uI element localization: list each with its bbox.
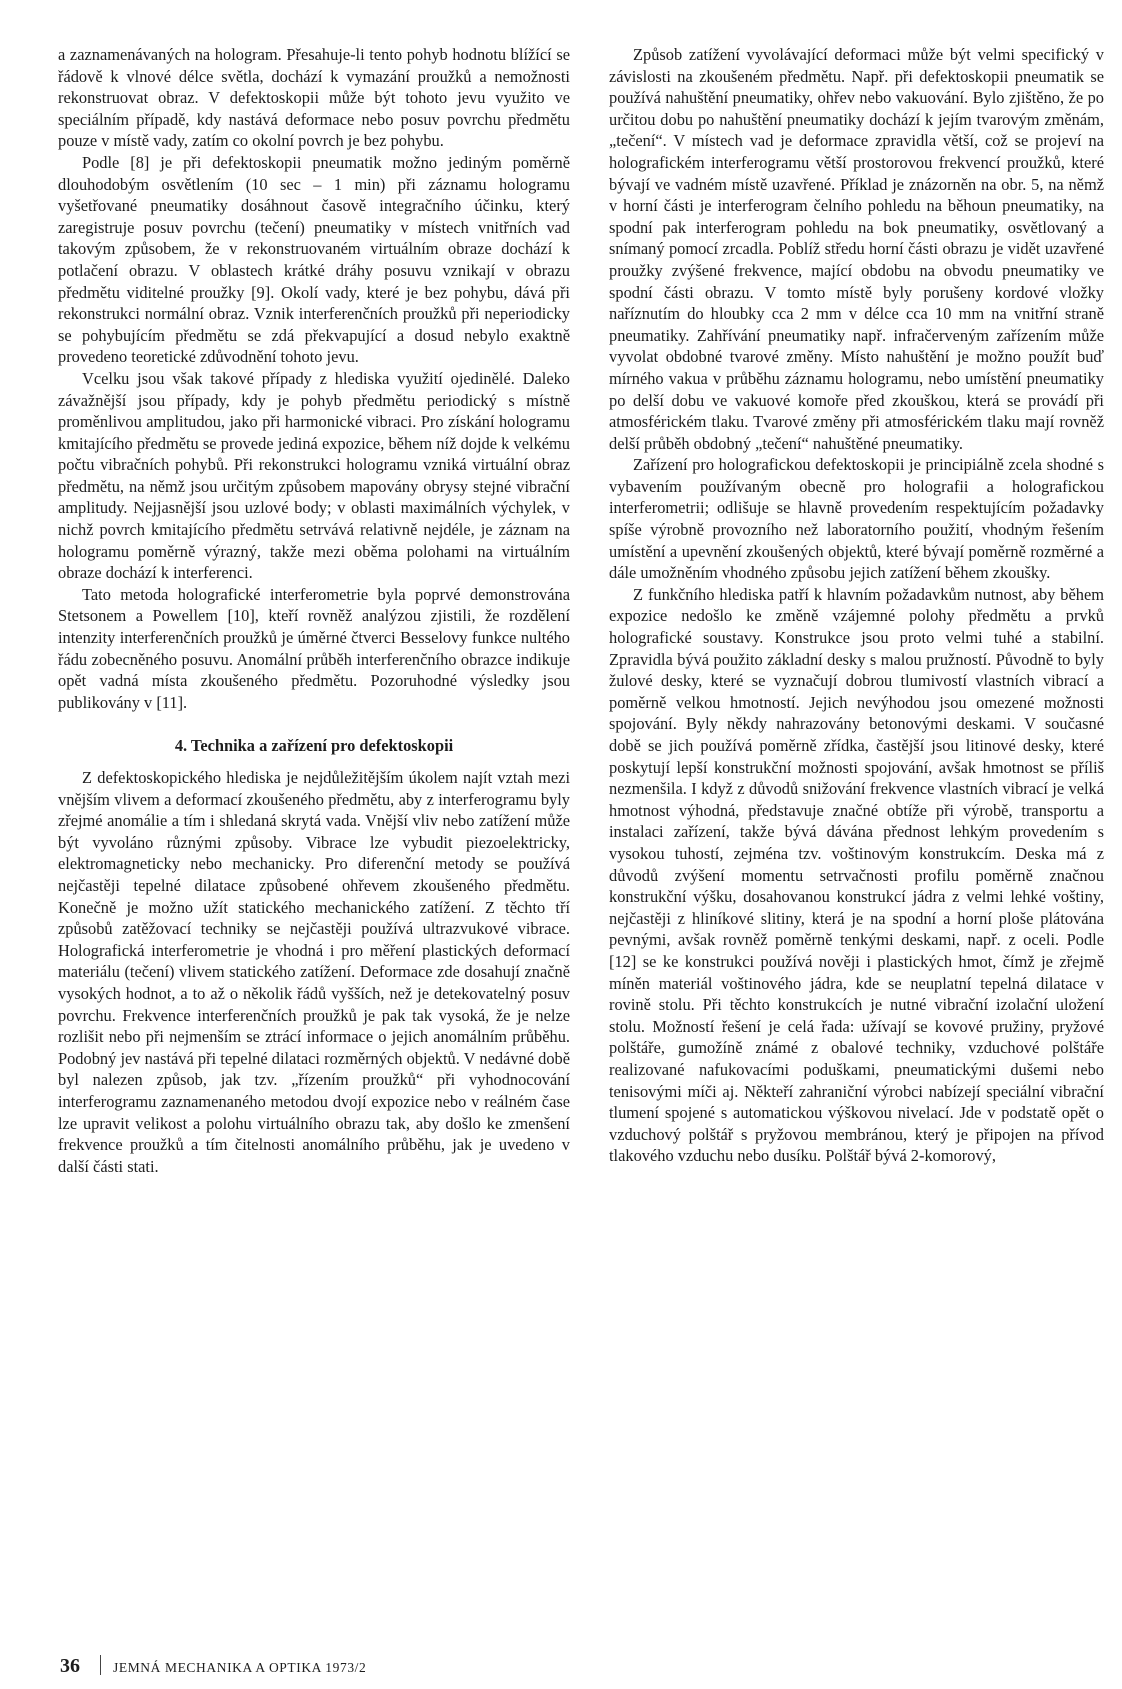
paragraph: Tato metoda holografické interferometrie byla poprvé demonstrována Stetsonem a Powellem [10], kteří rovněž analýzou zjistili, že rozdělení intenzity interferenčních proužků je úměrné čtverci Besselovy funkce nultého řádu zobecněného posuvu. Anomální průběh interferenčního obrazce indikuje opět vadná místa zkoušeného předmětu. Pozoruhodné výsledky jsou publikovány v [11]. bbox=[58, 584, 570, 712]
left-column bbox=[58, 44, 570, 1177]
paragraph: Způsob zatížení vyvolávající deformaci může být velmi specifický v závislosti na zkoušeném předmětu. Např. při defektoskopii pneumatik se používá nahuštění pneumatiky, ohřev nebo vakuování. Bylo zjištěno, že po určitou dobu po nahuštění pneumatiky dochází k jejím tvarovým změnám, „tečení“. V místech vad je deformace zpravidla větší, což se projeví na holografickém interferogramu větší prostorovou frekvencí proužků, které bývají ve vadném místě uzavřené. Příklad je znázorněn na obr. 5, na němž v horní části je interferogram čelního pohledu na běhoun pneumatiky, na spodní pak interferogram pohledu na bok pneumatiky, osvětlovaný a snímaný pomocí zrcadla. Poblíž středu horní části obrazu je vidět uzavřené proužky zvýšené frekvence, mající obdobu na obvodu pneumatiky ve spodní části obrazu. V tomto místě byly porušeny kordové vložky naříznutím do hloubky cca 2 mm v délce cca 10 mm na vnitřní straně pneumatiky. Zahřívání pneumatiky např. infračerveným zařízením může vyvolat obdobné tvarové změny. Místo nahuštění je možno použít buď mírného vakua v průběhu záznamu hologramu, nebo umístění pneumatiky po delší dobu ve vakuové komoře před zkouškou, která se provádí při atmosférickém tlaku. Tvarové změny při atmosférickém tlaku mají rovněž delší průběh obdobný „tečení“ nahuštěné pneumatiky. bbox=[609, 45, 1104, 453]
page-number: 36 bbox=[60, 1655, 80, 1677]
paragraph: Z funkčního hlediska patří k hlavním požadavkům nutnost, aby během expozice nedošlo ke změně vzájemné polohy předmětu a prvků holografické soustavy. Konstrukce jsou proto velmi tuhé a stabilní. Zpravidla bývá použito základní desky s malou pružností. Původně to byly žulové desky, které se vyznačují dobrou tlumivostí vlastních vibrací a poměrně velkou hmotností. Jejich nevýhodou jsou omezené možnosti spojování. Byly někdy nahrazovány betonovými deskami. V současné době se jich používá poměrně zřídka, častější jsou litinové desky, které poskytují lepší konstrukční možnosti spojování, avšak hmotnost se příliš nezmenšila. I když z důvodů snižování frekvence vlastních vibrací je velká hmotnost výhodná, představuje značné obtíže při výrobě, transportu a instalaci zařízení, takže bývá dávána přednost lehkým provedením s vysokou tuhostí, zejména tzv. voštinovým konstrukcím. Deska má z důvodů zvýšení momentu setrvačnosti profilu poměrně značnou konstrukční výšku, dosahovanou konstrukcí jádra z velmi lehké voštiny, nejčastěji z hliníkové slitiny, která je na spodní a horní ploše plátována pevnými, avšak rovněž poměrně tenkými deskami, např. z oceli. Podle [12] se ke konstrukci používá nověji i plastických hmot, čímž je zřejmě míněn materiál voštinového jádra, kde se neuplatní tepelná dilatace v rovině stolu. Při těchto konstrukcích je nutné vibrační izolační uložení stolu. Možností řešení je celá řada: užívají se kovové pružiny, pryžové polštáře, gumožíně známé z obalové techniky, vzduchové polštáře realizované nafukovacími poduškami, pneumatickými dušemi nebo tenisovými míči aj. Někteří zahraniční výrobci nabízejí speciální vibrační tlumení spojené s automatickou výškovou nivelací. Jde v podstatě opět o vzduchový polštář s pryžovou membránou, který je připojen na přívod tlakového vzduchu nebo dusíku. Polštář bývá 2-komorový, bbox=[609, 584, 1104, 1166]
footer-divider bbox=[100, 1655, 101, 1675]
paragraph: Podle [8] je při defektoskopii pneumatik možno jediným poměrně dlouhodobým osvětlením (10 sec – 1 min) při záznamu hologramu vyšetřované pneumatiky dosáhnout časově integračního účinku, který zaregistruje posuv povrchu (tečení) pneumatiky v místech vnitřních vad takovým způsobem, že v rekonstruovaném virtuálním obraze dochází k potlačení obrazu. V oblastech krátké dráhy posuvu vznikají v obrazu předmětu viditelné proužky [9]. Okolí vady, které je bez pohybu, dává při rekonstrukci normální obraz. Vznik interferenčních proužků při neperiodicky se pohybujícím předmětu se zdá překvapující a dosud nebylo exaktně provedeno teoretické zdůvodnění tohoto jevu. bbox=[58, 152, 570, 367]
section-heading: 4. Technika a zařízení pro defektoskopii bbox=[174, 736, 454, 756]
paragraph: Zařízení pro holografickou defektoskopii je principiálně zcela shodné s vybavením používaným obecně pro holografii a holografickou interferometrii; odlišuje se hlavně provedením respektujícím požadavky spíše výrobně provozního než laboratorního použití, vhodným řešením umístění a upevnění zkoušených objektů, které bývají poměrně rozměrné a dále umožněním vhodného způsobu jejich zatížení během zkoušky. bbox=[609, 455, 1104, 583]
paragraph: a zaznamenávaných na hologram. Přesahuje-li tento pohyb hodnotu blížící se řádově k vlnové délce světla, dochází k vymazání proužků a nemožnosti rekonstruovat obraz. V defektoskopii může být tohoto jevu využito ve speciálním případě, kdy nastává deformace nebo posuv povrchu předmětu pouze v místě vady, zatím co okolní povrch je bez pohybu. bbox=[58, 45, 570, 151]
paragraph: Vcelku jsou však takové případy z hlediska využití ojedinělé. Daleko závažnější jsou případy, kdy je pohyb předmětu periodický s místně proměnlivou amplitudou, jako při harmonické vibraci. Pro získání hologramu kmitajícího předmětu se provede jediná expozice, během níž dojde k velkému počtu vibračních pohybů. Při rekonstrukci hologramu vzniká virtuální obraz předmětu, na němž jsou určitým způsobem mapovány obrysy stejné vibrační amplitudy. Nejjasnější jsou uzlové body; v oblasti maximálních výchylek, v nichž povrch kmitajícího předmětu setrvává relativně nejdéle, je záznam na hologramu poměrně výrazný, takže mezi oběma polohami na virtuálním obraze dochází k interferenci. bbox=[58, 368, 570, 583]
journal-name: JEMNÁ MECHANIKA A OPTIKA 1973/2 bbox=[113, 1660, 367, 1675]
right-column bbox=[609, 44, 1104, 1167]
page-footer bbox=[60, 1652, 366, 1678]
paragraph: Z defektoskopického hlediska je nejdůležitějším úkolem najít vztah mezi vnějším vlivem a deformací zkoušeného předmětu, aby z interferogramu byly zřejmé anomálie a tím i shledaná skrytá vada. Vnější vliv nebo zatížení může být vyvoláno různými způsoby. Vibrace lze vybudit piezoelektricky, elektromagneticky nebo mechanicky. Pro diferenční metody se používá nejčastěji tepelné dilatace způsobené ohřevem zkoušeného předmětu. Konečně je možno užít statického mechanického zatížení. Z těchto tří způsobů zatěžovací techniky se nejčastěji používá ultrazvukové vibrace. Holografická interferometrie je vhodná i pro měření plastických deformací materiálu (tečení) vlivem statického zatížení. Deformace zde dosahují značně vysokých hodnot, a to až o několik řádů vyšších, než je detekovatelný posuv povrchu. Frekvence interferenčních proužků je pak tak vysoká, že je nelze rozlišit nebo při nejmenším se ztrácí informace o jejich anomálním průběhu. Podobný jev nastává při tepelné dilataci rozměrných objektů. V nedávné době byl nalezen způsob, jak tzv. „řízením proužků“ při vyhodnocování interferogramu zaznamenaného metodou dvojí expozice nebo v reálném čase lze upravit velikost a polohu virtuálního obrazu tak, aby došlo ke zmenšení frekvence proužků a tím čitelnosti anomálního průběhu, jak je uvedeno v další části stati. bbox=[58, 768, 570, 1176]
